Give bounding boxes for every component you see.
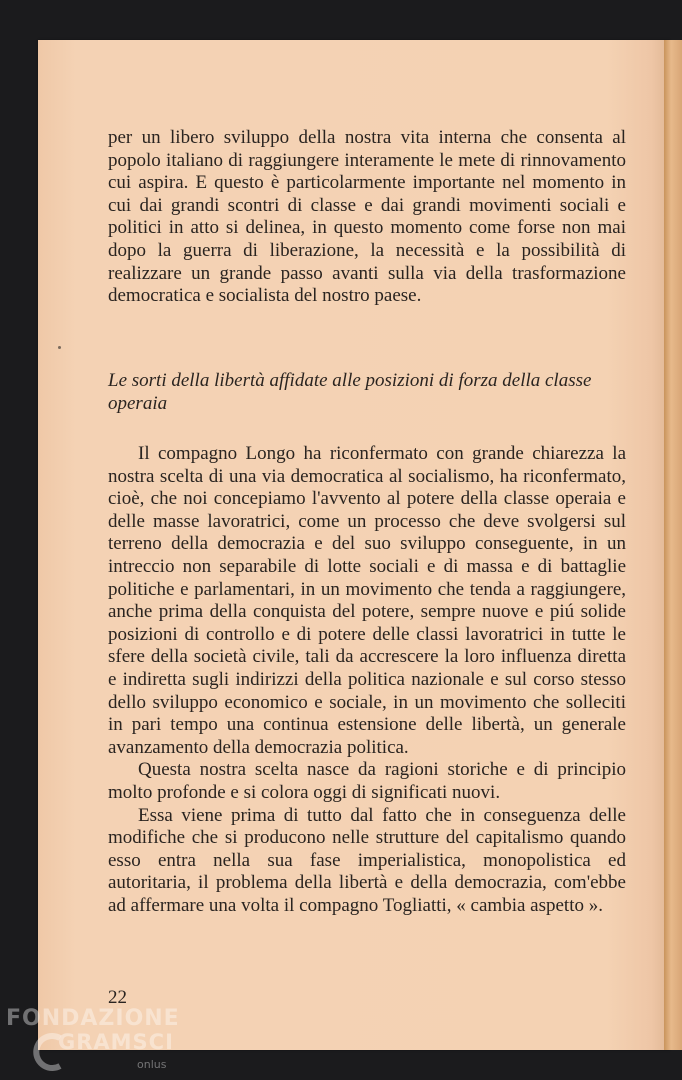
paragraph-top: per un libero sviluppo della nostra vita interna che consenta al popolo italiano di raggiungere interamente le mete di rinnovamento cui aspira. E questo è particolarmente importante nel momento in cui dai grandi scontri di classe e dai grandi movimenti sociali e politici in atto si delinea, in questo momento come forse non mai dopo la guerra di liberazione, la necessità e la possibilità di realizzare un grande passo avanti sulla via della trasformazione democratica e socialista del nostro paese. — [108, 127, 626, 307]
fondazione-gramsci-watermark — [0, 1000, 200, 1080]
watermark-line-1: FONDAZIONE — [6, 1006, 180, 1031]
watermark-line-3: onlus — [137, 1058, 167, 1071]
page-edge — [664, 40, 682, 1050]
paragraph-2: Questa nostra scelta nasce da ragioni storiche e di principio molto profonde e si colora oggi di significati nuovi. — [108, 759, 626, 803]
paragraph-continued — [108, 127, 626, 308]
paragraph-1: Il compagno Longo ha riconfermato con grande chiarezza la nostra scelta di una via democratica al socialismo, ha riconfermato, cioè, che noi concepiamo l'avvento al potere della classe operaia e delle masse lavoratrici, come un processo che deve svolgersi sul terreno della democrazia e del suo sviluppo conseguente, in un intreccio non separabile di lotte sociali e di massa e di battaglie politiche e parlamentari, in un movimento che tenda a raggiungere, anche prima della conquista del potere, sempre nuove e piú solide posizioni di controllo e di potere delle classi lavoratrici in tutte le sfere della società civile, tali da accrescere la loro influenza diretta e indiretta sugli indirizzi della politica nazionale e sul corso stesso dello sviluppo economico e sociale, in un movimento che solleciti in pari tempo una continua estensione delle libertà, un generale avanzamento della democrazia politica. — [108, 443, 626, 758]
section-body — [108, 443, 626, 917]
stray-ink-mark — [58, 346, 61, 349]
paragraph-3: Essa viene prima di tutto dal fatto che in conseguenza delle modifiche che si producono nelle strutture del capitalismo quando esso entra nella sua fase imperialistica, monopolistica ed autoritaria, il problema della libertà e della democrazia, com'ebbe ad affermare una volta il compagno Togliatti, « cambia aspetto ». — [108, 804, 626, 916]
page-number: 22 — [108, 987, 127, 1008]
watermark-line-2: GRAMSCI — [58, 1030, 174, 1054]
section-heading: Le sorti della libertà affidate alle posizioni di forza della classe operaia — [108, 370, 592, 414]
